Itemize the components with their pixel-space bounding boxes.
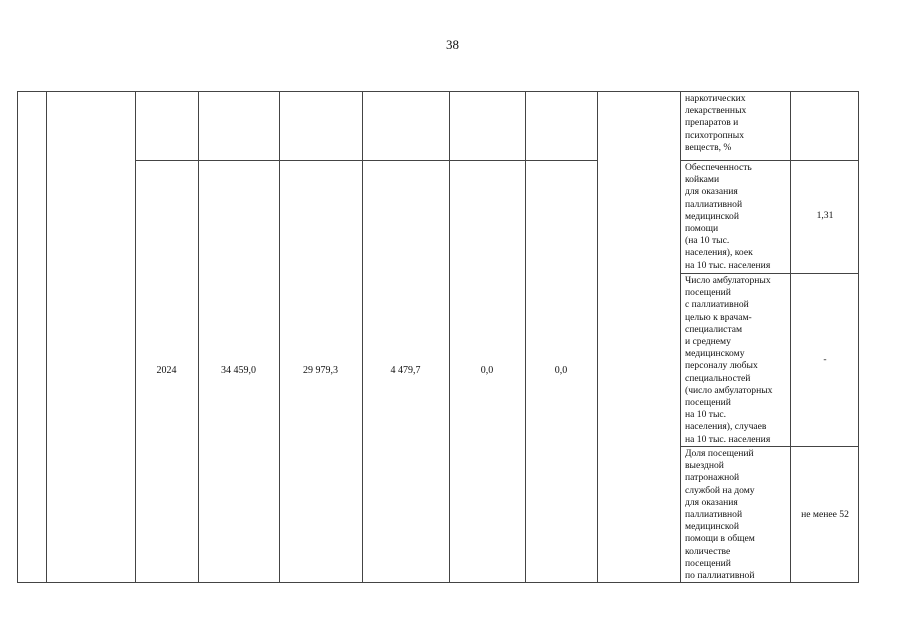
table-top-border: [17, 91, 859, 92]
budget-table: [17, 91, 859, 583]
col-line-1: [46, 91, 47, 583]
col-line-5: [362, 91, 363, 583]
col-line-3: [198, 91, 199, 583]
row-separator-ind-2: [680, 273, 859, 274]
cell-col-d: 0,0: [554, 365, 568, 376]
indicator-text-0: наркотических лекарственных препаратов и психотропных веществ, %: [685, 93, 747, 153]
indicator-text-3: Доля посещений выездной патронажной службой на дому для оказания паллиативной медицинской помощи в общем количестве посещений по паллиативной: [685, 448, 755, 582]
row-separator-ind-1: [680, 160, 859, 161]
col-line-6: [449, 91, 450, 583]
col-line-0: [17, 91, 18, 583]
col-line-2: [135, 91, 136, 583]
cell-year: 2024: [156, 365, 177, 376]
indicator-value-2: -: [823, 354, 827, 365]
col-line-9: [680, 91, 681, 583]
col-line-4: [279, 91, 280, 583]
indicator-text-1: Обеспеченность койками для оказания паллиативной медицинской помощи (на 10 тыс. населения), коек на 10 тыс. населения: [685, 162, 771, 271]
row-separator-year: [135, 160, 598, 161]
indicator-text-2: Число амбулаторных посещений с паллиативной целью к врачам- специалистам и среднему медицинскому персоналу любых специальностей (число амбулаторных посещений на 10 тыс. населения), случаев на 10 тыс. населения: [685, 275, 773, 445]
cell-col-a: 29 979,3: [303, 365, 338, 376]
cell-total: 34 459,0: [221, 365, 256, 376]
page-number: 38: [446, 37, 459, 52]
cell-col-b: 4 479,7: [390, 365, 421, 376]
row-separator-ind-3: [680, 446, 859, 447]
col-line-8: [597, 91, 598, 583]
cell-col-c: 0,0: [480, 365, 494, 376]
indicator-value-1: 1,31: [816, 210, 834, 221]
col-line-7: [525, 91, 526, 583]
indicator-value-3: не менее 52: [801, 509, 849, 520]
